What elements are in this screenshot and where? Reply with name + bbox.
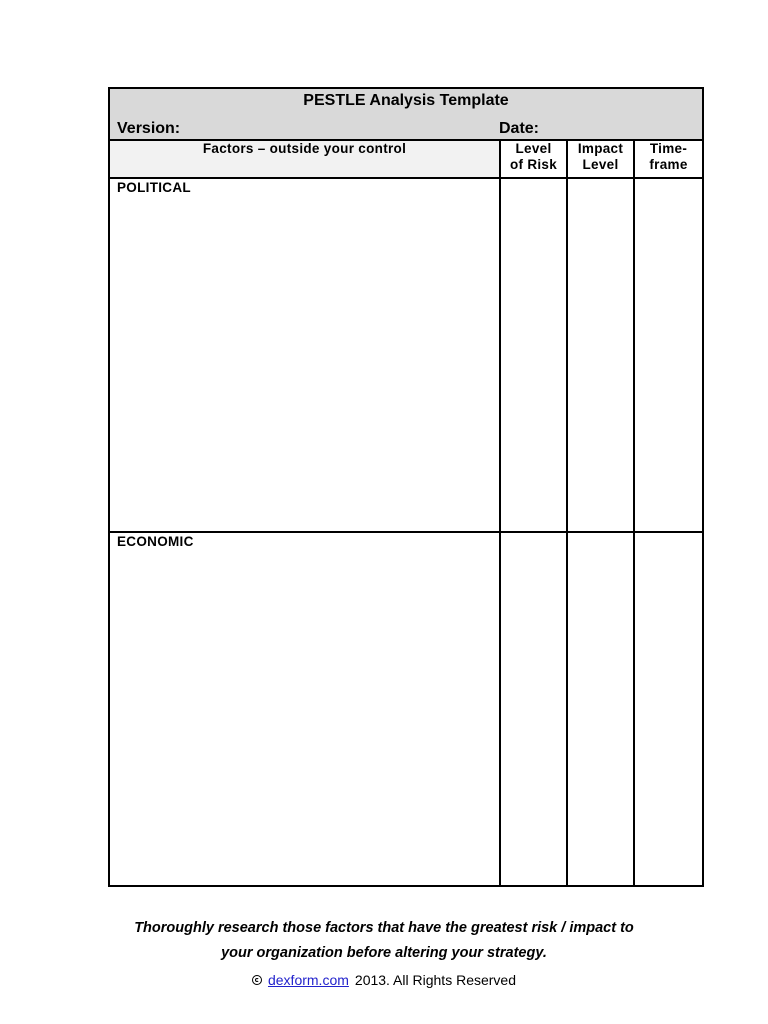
political-risk-cell[interactable] — [500, 178, 567, 532]
footer-note-line1: Thoroughly research those factors that have the greatest risk / impact to — [134, 920, 634, 936]
document-title: PESTLE Analysis Template — [303, 92, 509, 109]
economic-label: ECONOMIC — [117, 534, 194, 549]
title-row — [109, 88, 703, 140]
copyright-line — [0, 972, 768, 988]
economic-impact-cell[interactable] — [567, 532, 634, 886]
version-label: Version: — [117, 120, 181, 137]
political-factors-cell[interactable] — [109, 178, 500, 532]
date-label: Date: — [499, 120, 540, 137]
factors-header: Factors – outside your control — [109, 140, 500, 178]
copyright-icon — [252, 975, 262, 985]
impact-header — [567, 140, 634, 178]
timeframe-header-line2: frame — [649, 157, 688, 172]
political-row — [109, 178, 703, 532]
economic-timeframe-cell[interactable] — [634, 532, 703, 886]
title-cell — [109, 88, 703, 140]
impact-header-line2: Level — [582, 157, 619, 172]
rights-text: 2013. All Rights Reserved — [354, 972, 516, 988]
economic-row — [109, 532, 703, 886]
political-impact-cell[interactable] — [567, 178, 634, 532]
pestle-table — [108, 87, 704, 887]
risk-header-line1: Level — [515, 141, 552, 156]
impact-header-line1: Impact — [577, 141, 624, 156]
economic-factors-cell[interactable] — [109, 532, 500, 886]
economic-risk-cell[interactable] — [500, 532, 567, 886]
risk-header-line2: of Risk — [509, 157, 558, 172]
risk-header — [500, 140, 567, 178]
timeframe-header — [634, 140, 703, 178]
dexform-link[interactable]: dexform.com — [267, 972, 349, 988]
timeframe-header-line1: Time- — [649, 141, 688, 156]
footer-note-line2: your organization before altering your strategy. — [221, 945, 547, 961]
political-label: POLITICAL — [117, 180, 191, 195]
column-header-row — [109, 140, 703, 178]
political-timeframe-cell[interactable] — [634, 178, 703, 532]
